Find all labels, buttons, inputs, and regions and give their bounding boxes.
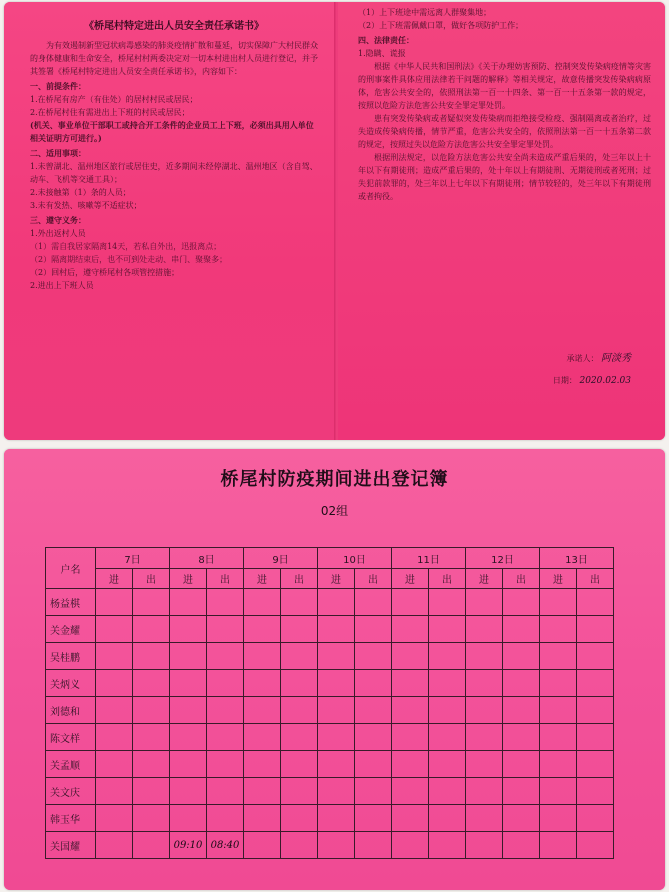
entry-cell[interactable]	[429, 778, 466, 805]
entry-cell[interactable]	[244, 589, 281, 616]
obligation-item: （1）需自我居家隔离14天，若私自外出，迅报离点；	[30, 242, 222, 251]
entry-cell[interactable]	[355, 832, 392, 859]
section-legal-heading: 四、法律责任：	[358, 35, 414, 45]
date-line	[553, 374, 631, 388]
entry-cell[interactable]	[133, 805, 170, 832]
entry-cell[interactable]	[355, 724, 392, 751]
entry-cell[interactable]	[466, 832, 503, 859]
entry-cell[interactable]	[577, 589, 614, 616]
entry-cell[interactable]	[207, 751, 244, 778]
entry-cell[interactable]	[392, 805, 429, 832]
table-row	[46, 616, 614, 643]
signer-label: 承诺人：	[566, 354, 599, 363]
entry-cell[interactable]	[503, 670, 540, 697]
household-name: 关文庆	[46, 778, 96, 805]
entry-cell[interactable]	[318, 616, 355, 643]
entry-cell[interactable]	[466, 778, 503, 805]
entry-cell[interactable]	[577, 724, 614, 751]
entry-cell[interactable]	[281, 589, 318, 616]
entry-cell[interactable]	[281, 832, 318, 859]
entry-cell[interactable]	[429, 832, 466, 859]
household-name: 刘德和	[46, 697, 96, 724]
entry-cell[interactable]	[170, 643, 207, 670]
pledge-intro: 为有效遏制新型冠状病毒感染的肺炎疫情扩散和蔓延，切实保障广大村民群众的身体健康和生命安全，桥尾村村两委决定对一切本村进出村人员进行登记，并予其签署《桥尾村特定进出人员安全责任承诺书》，内容如下：	[30, 41, 318, 76]
table-row	[46, 832, 614, 859]
entry-cell[interactable]	[503, 589, 540, 616]
entry-cell[interactable]	[466, 751, 503, 778]
entry-cell[interactable]	[170, 751, 207, 778]
entry-cell[interactable]	[133, 670, 170, 697]
commute-item: （1）上下班途中需远离人群聚集地；	[358, 8, 492, 17]
in-header: 进	[392, 569, 429, 589]
out-header: 出	[429, 569, 466, 589]
entry-cell[interactable]	[96, 724, 133, 751]
entry-cell[interactable]	[577, 751, 614, 778]
entry-cell[interactable]	[466, 805, 503, 832]
out-header: 出	[577, 569, 614, 589]
in-header: 进	[244, 569, 281, 589]
entry-cell[interactable]	[281, 616, 318, 643]
entry-cell[interactable]	[133, 778, 170, 805]
entry-cell[interactable]	[244, 751, 281, 778]
in-header: 进	[540, 569, 577, 589]
entry-cell[interactable]	[392, 751, 429, 778]
entry-cell[interactable]	[170, 589, 207, 616]
entry-cell[interactable]	[355, 589, 392, 616]
entry-cell[interactable]	[133, 697, 170, 724]
out-header: 出	[133, 569, 170, 589]
day-header: 7日	[96, 548, 170, 569]
entry-cell[interactable]	[392, 697, 429, 724]
entry-cell[interactable]	[207, 724, 244, 751]
entry-cell[interactable]	[170, 778, 207, 805]
entry-cell[interactable]	[96, 778, 133, 805]
entry-cell[interactable]	[170, 724, 207, 751]
entry-cell[interactable]	[170, 697, 207, 724]
table-row	[46, 751, 614, 778]
applicable-item: 3.未有发热、咳嗽等不适症状；	[30, 201, 142, 210]
entry-cell[interactable]	[207, 616, 244, 643]
condition-item: 1.在桥尾有房产（有住处）的居村村民或居民；	[30, 95, 198, 104]
day-header: 10日	[318, 548, 392, 569]
entry-cell[interactable]	[466, 616, 503, 643]
entry-cell[interactable]	[429, 616, 466, 643]
entry-cell[interactable]	[392, 589, 429, 616]
obligation-subheading: 2.进出上下班人员	[30, 281, 94, 290]
entry-cell[interactable]	[577, 697, 614, 724]
entry-cell[interactable]	[503, 778, 540, 805]
out-header: 出	[503, 569, 540, 589]
entry-cell[interactable]	[503, 832, 540, 859]
entry-cell[interactable]	[244, 616, 281, 643]
entry-cell[interactable]	[318, 805, 355, 832]
entry-cell[interactable]	[133, 751, 170, 778]
entry-cell[interactable]	[392, 616, 429, 643]
pledge-right-page	[338, 2, 665, 440]
entry-cell[interactable]	[133, 724, 170, 751]
entry-cell[interactable]	[429, 805, 466, 832]
household-name: 吴桂鹏	[46, 643, 96, 670]
entry-cell[interactable]	[281, 724, 318, 751]
section-conditions-heading: 一、前提条件：	[30, 81, 86, 91]
entry-cell[interactable]	[281, 778, 318, 805]
legal-subheading: 1.隐瞒、谎报	[358, 49, 406, 58]
entry-cell[interactable]	[429, 643, 466, 670]
out-header: 出	[207, 569, 244, 589]
entry-cell[interactable]	[244, 697, 281, 724]
pledge-document-photo	[4, 2, 665, 440]
entry-cell[interactable]: 09:10	[170, 832, 207, 859]
entry-cell[interactable]	[244, 832, 281, 859]
commute-item: （2）上下班需佩戴口罩，做好各项防护工作；	[358, 21, 524, 30]
obligation-item: （2）隔离期结束后，也不可到处走动、串门、聚聚多；	[30, 255, 228, 264]
entry-cell[interactable]	[318, 589, 355, 616]
entry-cell[interactable]	[429, 724, 466, 751]
legal-paragraph: 根据刑法规定，以危险方法危害公共安全尚未造成严重后果的，处三年以上十年以下有期徒刑；造成严重后果的，处十年以上有期徒刑、无期徒刑或者死刑；过失犯前款罪的，处三年以上七年以下有期徒刑；情节较轻的，处三年以下有期徒刑或者拘役。	[358, 153, 651, 201]
entry-cell[interactable]	[429, 697, 466, 724]
entry-cell[interactable]	[133, 589, 170, 616]
obligation-subheading: 1.外出返村人员	[30, 229, 86, 238]
entry-cell[interactable]	[392, 832, 429, 859]
entry-cell[interactable]	[244, 670, 281, 697]
section-obligations-heading: 三、遵守义务：	[30, 215, 86, 225]
entry-cell[interactable]	[577, 832, 614, 859]
entry-cell[interactable]	[207, 670, 244, 697]
entry-cell[interactable]: 08:40	[207, 832, 244, 859]
entry-cell[interactable]	[355, 751, 392, 778]
entry-cell[interactable]	[207, 778, 244, 805]
name-column-header: 户名	[46, 548, 96, 589]
table-row	[46, 724, 614, 751]
entry-cell[interactable]	[170, 805, 207, 832]
entry-cell[interactable]	[318, 643, 355, 670]
entry-cell[interactable]	[503, 805, 540, 832]
register-group: 02组	[320, 504, 349, 518]
out-header: 出	[355, 569, 392, 589]
register-sheet	[4, 449, 665, 890]
entry-cell[interactable]	[281, 805, 318, 832]
entry-cell[interactable]	[503, 724, 540, 751]
entry-cell[interactable]	[540, 616, 577, 643]
condition-note: (机关、事业单位干部职工或持合开工条件的企业员工上下班，必须出具用人单位相关证明方可进行。)	[30, 120, 314, 143]
entry-cell[interactable]	[96, 589, 133, 616]
entry-cell[interactable]	[540, 751, 577, 778]
entry-cell[interactable]	[540, 670, 577, 697]
household-name: 韩玉华	[46, 805, 96, 832]
applicable-item: 1.未曾湖北、温州地区旅行或居住史，近多期间未经停湖北、温州地区（含自驾、动车、飞机等交通工具）；	[30, 162, 318, 184]
entry-cell[interactable]	[96, 670, 133, 697]
entry-cell[interactable]	[355, 805, 392, 832]
register-table	[45, 547, 614, 859]
pledge-title: 《桥尾村特定进出人员安全责任承诺书》	[84, 21, 264, 32]
day-header: 11日	[392, 548, 466, 569]
day-header: 12日	[466, 548, 540, 569]
entry-cell[interactable]	[429, 589, 466, 616]
entry-cell[interactable]	[503, 697, 540, 724]
entry-cell[interactable]	[170, 670, 207, 697]
day-header: 8日	[170, 548, 244, 569]
entry-cell[interactable]	[540, 724, 577, 751]
entry-cell[interactable]	[96, 616, 133, 643]
entry-cell[interactable]	[392, 778, 429, 805]
register-sheet-photo	[4, 449, 665, 890]
entry-cell[interactable]	[207, 805, 244, 832]
entry-cell[interactable]	[540, 778, 577, 805]
entry-cell[interactable]	[540, 643, 577, 670]
household-name: 陈文样	[46, 724, 96, 751]
section-applicable-heading: 二、适用事项：	[30, 148, 86, 158]
register-title: 桥尾村防疫期间进出登记簿	[220, 469, 449, 490]
entry-cell[interactable]	[392, 724, 429, 751]
entry-cell[interactable]	[540, 697, 577, 724]
entry-cell[interactable]	[503, 643, 540, 670]
household-name: 关国耀	[46, 832, 96, 859]
in-header: 进	[170, 569, 207, 589]
legal-paragraph: 根据《中华人民共和国刑法》《关于办理妨害预防、控制突发传染病疫情等灾害的刑事案件具体应用法律若干问题的解释》等相关规定，故意传播突发传染病病原体，危害公共安全的，依照刑法第一百一十四条、第一百一十五条第一款的规定，按照以危险方法危害公共安全罪定罪处罚。	[358, 62, 651, 110]
entry-cell[interactable]	[392, 670, 429, 697]
entry-cell[interactable]	[318, 697, 355, 724]
entry-cell[interactable]	[281, 697, 318, 724]
entry-cell[interactable]	[355, 670, 392, 697]
applicable-item: 2.未接触第（1）条的人员；	[30, 188, 131, 197]
entry-cell[interactable]	[133, 616, 170, 643]
entry-cell[interactable]	[281, 670, 318, 697]
table-row	[46, 589, 614, 616]
table-row	[46, 805, 614, 832]
day-header-row	[46, 548, 614, 569]
entry-cell[interactable]	[577, 670, 614, 697]
entry-cell[interactable]	[318, 670, 355, 697]
entry-cell[interactable]	[318, 832, 355, 859]
out-header: 出	[281, 569, 318, 589]
entry-cell[interactable]	[466, 697, 503, 724]
entry-cell[interactable]	[466, 643, 503, 670]
entry-cell[interactable]	[429, 751, 466, 778]
in-header: 进	[318, 569, 355, 589]
table-row	[46, 697, 614, 724]
entry-cell[interactable]	[466, 670, 503, 697]
entry-cell[interactable]	[540, 832, 577, 859]
entry-cell[interactable]	[170, 616, 207, 643]
entry-cell[interactable]	[318, 778, 355, 805]
entry-cell[interactable]	[466, 589, 503, 616]
date-label: 日期：	[552, 376, 577, 385]
entry-cell[interactable]	[96, 697, 133, 724]
entry-cell[interactable]	[244, 778, 281, 805]
entry-cell[interactable]	[540, 805, 577, 832]
entry-cell[interactable]	[244, 643, 281, 670]
table-row	[46, 778, 614, 805]
entry-cell[interactable]	[577, 616, 614, 643]
entry-cell[interactable]	[96, 751, 133, 778]
pledge-left-page	[4, 2, 336, 440]
entry-cell[interactable]	[355, 643, 392, 670]
household-name: 关炳义	[46, 670, 96, 697]
entry-cell[interactable]	[466, 724, 503, 751]
household-name: 关金耀	[46, 616, 96, 643]
obligation-item: （2）回村后，遵守桥尾村各项管控措施；	[30, 268, 180, 277]
entry-cell[interactable]	[503, 616, 540, 643]
household-name: 杨益棋	[46, 589, 96, 616]
entry-cell[interactable]	[281, 751, 318, 778]
table-row	[46, 643, 614, 670]
entry-cell[interactable]	[577, 778, 614, 805]
household-name: 关孟顺	[46, 751, 96, 778]
entry-cell[interactable]	[244, 724, 281, 751]
table-row	[46, 670, 614, 697]
entry-cell[interactable]	[133, 832, 170, 859]
date-value: 2020.02.03	[579, 376, 631, 386]
entry-cell[interactable]	[318, 751, 355, 778]
entry-cell[interactable]	[355, 697, 392, 724]
legal-paragraph: 患有突发传染病或者疑似突发传染病而拒绝接受检疫、强制隔离或者治疗，过失造成传染病传播，情节严重，危害公共安全的，依照刑法第一百一十五条第二款的规定，按照过失以危险方法危害公共安全罪定罪处罚。	[358, 114, 651, 149]
entry-cell[interactable]	[207, 643, 244, 670]
signer-line	[566, 352, 631, 365]
in-out-header-row	[46, 569, 614, 589]
day-header: 13日	[540, 548, 614, 569]
entry-cell[interactable]	[96, 643, 133, 670]
entry-cell[interactable]	[503, 751, 540, 778]
entry-cell[interactable]	[355, 778, 392, 805]
entry-cell[interactable]	[133, 643, 170, 670]
entry-cell[interactable]	[355, 616, 392, 643]
entry-cell[interactable]	[96, 805, 133, 832]
entry-cell[interactable]	[540, 589, 577, 616]
entry-cell[interactable]	[207, 697, 244, 724]
entry-cell[interactable]	[318, 724, 355, 751]
entry-cell[interactable]	[96, 832, 133, 859]
condition-item: 2.在桥尾村住有需进出上下班的村民或居民；	[30, 108, 190, 117]
entry-cell[interactable]	[392, 643, 429, 670]
in-header: 进	[466, 569, 503, 589]
entry-cell[interactable]	[244, 805, 281, 832]
entry-cell[interactable]	[207, 589, 244, 616]
entry-cell[interactable]	[429, 670, 466, 697]
entry-cell[interactable]	[281, 643, 318, 670]
signer-signature: 阿淡秀	[601, 353, 631, 364]
in-header: 进	[96, 569, 133, 589]
entry-cell[interactable]	[577, 643, 614, 670]
entry-cell[interactable]	[577, 805, 614, 832]
day-header: 9日	[244, 548, 318, 569]
